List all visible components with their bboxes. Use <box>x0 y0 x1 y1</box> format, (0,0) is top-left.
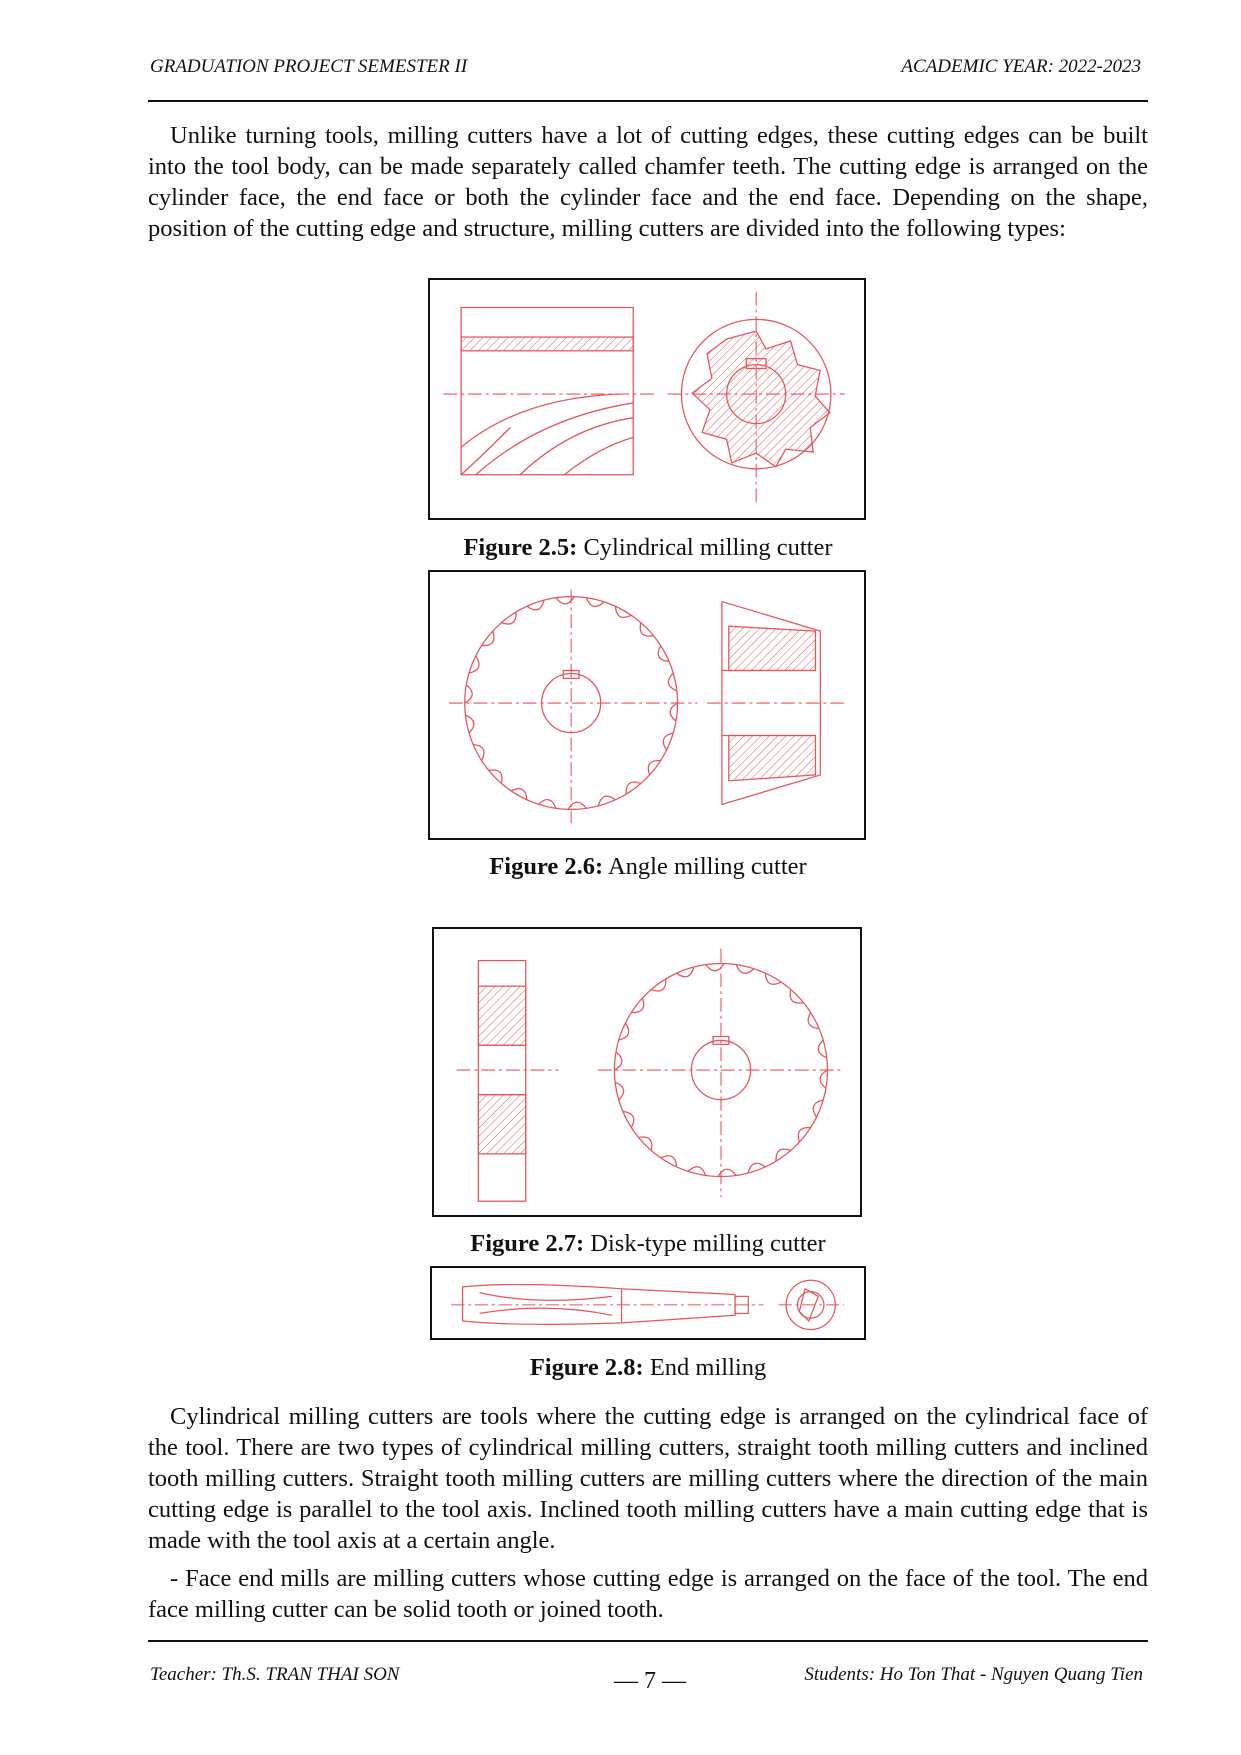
end-mill-drawing <box>432 1268 864 1338</box>
header-project-title: GRADUATION PROJECT SEMESTER II <box>150 56 468 77</box>
intro-paragraph: Unlike turning tools, milling cutters have a lot of cutting edges, these cutting edges can be built into the tool body, can be made separately called chamfer teeth. The cutting edge is arranged on the cylinder face, the end face or both the cylinder face and the end face. Depending on the shape, position of the cutting edge and structure, milling cutters are divided into the following types: <box>148 122 1148 242</box>
cylindrical-cutters-paragraph: Cylindrical milling cutters are tools where the cutting edge is arranged on the cylindrical face of the tool. There are two types of cylindrical milling cutters, straight tooth milling cutters and inclined tooth milling cutters. Straight tooth milling cutters are milling cutters where the direction of the main cutting edge is parallel to the tool axis. Inclined tooth milling cutters have a main cutting edge that is made with the tool axis at a certain angle. <box>148 1403 1148 1554</box>
figure-2-6-text: Angle milling cutter <box>607 853 807 880</box>
figure-2-7-text: Disk-type milling cutter <box>590 1230 826 1257</box>
cylindrical-cutter-drawing <box>430 280 864 518</box>
figure-2-6-label: Figure 2.6: <box>489 853 604 880</box>
figure-2-8-label: Figure 2.8: <box>529 1354 644 1381</box>
footer-teacher: Teacher: Th.S. TRAN THAI SON <box>150 1664 400 1685</box>
figure-2-7-label: Figure 2.7: <box>470 1230 585 1257</box>
page-number: — 7 — <box>614 1668 686 1694</box>
figure-disk-type-milling-cutter <box>432 927 862 1217</box>
figure-2-5-text: Cylindrical milling cutter <box>583 534 833 561</box>
figure-2-6-caption <box>148 853 1148 881</box>
figure-2-7-caption <box>148 1230 1148 1258</box>
disk-cutter-drawing <box>434 929 860 1215</box>
figure-angle-milling-cutter <box>428 570 866 840</box>
footer-divider <box>148 1640 1148 1642</box>
figure-cylindrical-milling-cutter <box>428 278 866 520</box>
figure-2-8-text: End milling <box>649 1354 767 1381</box>
angle-cutter-drawing <box>430 572 864 838</box>
header-academic-year: ACADEMIC YEAR: 2022-2023 <box>901 56 1141 77</box>
figure-2-5-label: Figure 2.5: <box>463 534 578 561</box>
figure-2-8-caption <box>148 1354 1148 1382</box>
cutter-teeth <box>465 597 678 810</box>
figure-end-milling <box>430 1266 866 1340</box>
header-divider <box>148 100 1148 102</box>
footer-students: Students: Ho Ton That - Nguyen Quang Tien <box>804 1664 1143 1685</box>
face-end-mills-paragraph: - Face end mills are milling cutters whose cutting edge is arranged on the face of the tool. The end face milling cutter can be solid tooth or joined tooth. <box>148 1565 1148 1623</box>
figure-2-5-caption <box>148 534 1148 562</box>
